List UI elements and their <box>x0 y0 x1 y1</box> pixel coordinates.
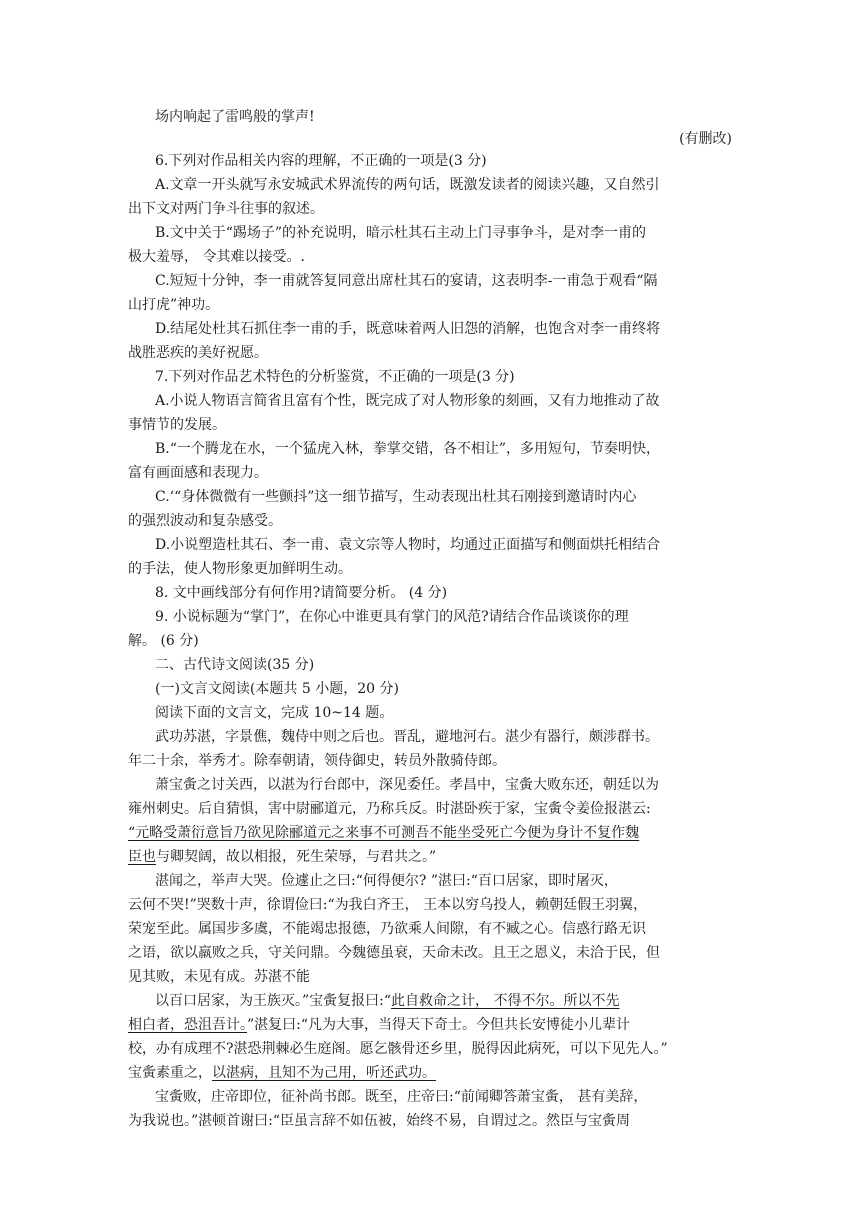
text-line: 的手法，使人物形象更加鲜明生动。 <box>128 561 352 577</box>
option-6d: D.结尾处杜其石抓住李一甫的手，既意味着两人旧怨的消解，也饱含对李一甫终将 <box>155 321 661 337</box>
question-6: 6.下列对作品相关内容的理解，不正确的一项是(3 分) <box>155 153 487 169</box>
question-7: 7.下列对作品艺术特色的分析鉴赏，不正确的一项是(3 分) <box>155 369 515 385</box>
text-line: 事情节的发展。 <box>128 417 226 433</box>
section-heading: 二、古代诗文阅读(35 分) <box>155 657 315 673</box>
text-line: 战胜恶疾的美好祝愿。 <box>128 345 268 361</box>
passage-line: 萧宝夤之讨关西，以湛为行台郎中，深见委任。孝昌中，宝夤大败东还，朝廷以为 <box>155 777 659 793</box>
passage-line: 年二十余，举秀才。除奉朝请，领侍御史，转员外散骑侍郎。 <box>128 753 506 769</box>
underlined-sentence: “元略受萧衍意旨乃欲见除郦道元之来事不可测吾不能坐受死亡今便为身计不复作魏 <box>128 825 640 841</box>
passage-text: ”湛复曰:“凡为大事，当得天下奇士。今但共长安博徒小儿辈计 <box>247 1017 631 1033</box>
passage-text: 与卿契阔，故以相报，死生荣辱，与君共之。” <box>156 849 437 865</box>
text-line: 山打虎”神功。 <box>128 297 220 313</box>
passage-line: 为我说也。”湛顿首谢曰:“臣虽言辞不如伍被，始终不易，自谓过之。然臣与宝夤周 <box>128 1113 631 1129</box>
instruction: 阅读下面的文言文，完成 10~14 题。 <box>155 705 394 721</box>
passage-line: 荣宠至此。属国步多虞，不能竭忠报德，乃欲乘人间隙，有不臧之心。信惑行路无识 <box>128 921 646 937</box>
option-7a: A.小说人物语言简省且富有个性，既完成了对人物形象的刻画，又有力地推动了故 <box>155 393 660 409</box>
passage-line <box>155 992 732 1012</box>
passage-line <box>128 1016 732 1036</box>
source-note: (有删改) <box>679 131 732 147</box>
question-9: 9. 小说标题为“掌门”，在你心中谁更具有掌门的风范?请结合作品谈谈你的理 <box>155 609 629 625</box>
text-line: 解。 (6 分) <box>128 633 199 649</box>
option-6a: A.文章一开头就写永安城武术界流传的两句话，既激发读者的阅读兴趣，又自然引 <box>155 177 660 193</box>
passage-line <box>128 824 732 844</box>
passage-text: 宝夤素重之， <box>128 1065 212 1081</box>
option-7d: D.小说塑造杜其石、李一甫、袁文宗等人物时，均通过正面描写和侧面烘托相结合 <box>155 537 661 553</box>
text-line: 富有画面感和表现力。 <box>128 465 268 481</box>
text-line: 出下文对两门争斗往事的叙述。 <box>128 201 324 217</box>
option-6b: B.文中关于“踢场子”的补充说明，暗示杜其石主动上门寻事争斗，是对李一甫的 <box>155 225 647 241</box>
option-7b: B.“一个腾龙在水，一个猛虎入林，拳掌交错，各不相让”，多用短句，节奏明快， <box>155 441 661 457</box>
passage-line: 湛闻之，举声大哭。俭遽止之曰:“何得便尔? ”湛曰:“百口居家，即时屠灭， <box>155 873 618 889</box>
passage-line: 校，办有成理不?湛恐荆棘必生庭阁。愿乞骸骨还乡里，脱得因此病死，可以下见先人。” <box>128 1041 668 1057</box>
passage-line <box>128 848 732 868</box>
passage-text: 以百口居家，为王族灭。”宝夤复报曰:“ <box>155 993 392 1009</box>
subsection-heading: (一)文言文阅读(本题共 5 小题，20 分) <box>155 681 399 697</box>
underlined-sentence: 此自救命之计， 不得不尔。所以不先 <box>391 993 620 1009</box>
passage-line: 见其败，未见有成。苏湛不能 <box>128 969 310 985</box>
passage-line: 武功苏湛，字景僬，魏侍中则之后也。晋乱，避地河右。湛少有器行，颇涉群书。 <box>155 729 659 745</box>
passage-line <box>128 1064 732 1084</box>
underlined-sentence: 相白者，恐沮吾计。 <box>128 1017 247 1033</box>
option-6c: C.短短十分钟，李一甫就答复同意出席杜其石的宴请，这表明李-一甫急于观看“隔 <box>155 273 658 289</box>
text-line: 极大羞辱， 令其难以接受。. <box>128 249 305 265</box>
underlined-sentence: 以湛病，且知不为己用，听还武功。 <box>212 1065 436 1081</box>
passage-line: 宝夤败，庄帝即位，征补尚书郎。既至，庄帝曰:“前闻卿答萧宝夤， 甚有美辞， <box>155 1089 648 1105</box>
passage-line: 之语，欲以羸败之兵，守关问鼎。今魏德虽衰，天命未改。且王之恩义，未洽于民，但 <box>128 945 660 961</box>
question-8: 8. 文中画线部分有何作用?请简要分析。 (4 分) <box>155 585 448 601</box>
passage-line: 云何不哭!”哭数十声，徐谓俭曰:“为我白齐王， 王本以穷乌投人，赖朝廷假王羽翼， <box>128 897 648 913</box>
option-7c: C.‘“身体微微有一些颤抖”这一细节描写，生动表现出杜其石刚接到邀请时内心 <box>155 489 637 505</box>
text-line: 场内响起了雷鸣般的掌声! <box>155 109 315 125</box>
underlined-sentence: 臣也 <box>128 849 156 865</box>
text-line: 的强烈波动和复杂感受。 <box>128 513 282 529</box>
passage-line: 雍州刺史。后自猜惧，害中尉郦道元，乃称兵反。时湛卧疾于家，宝夤令姜俭报湛云: <box>128 801 651 817</box>
